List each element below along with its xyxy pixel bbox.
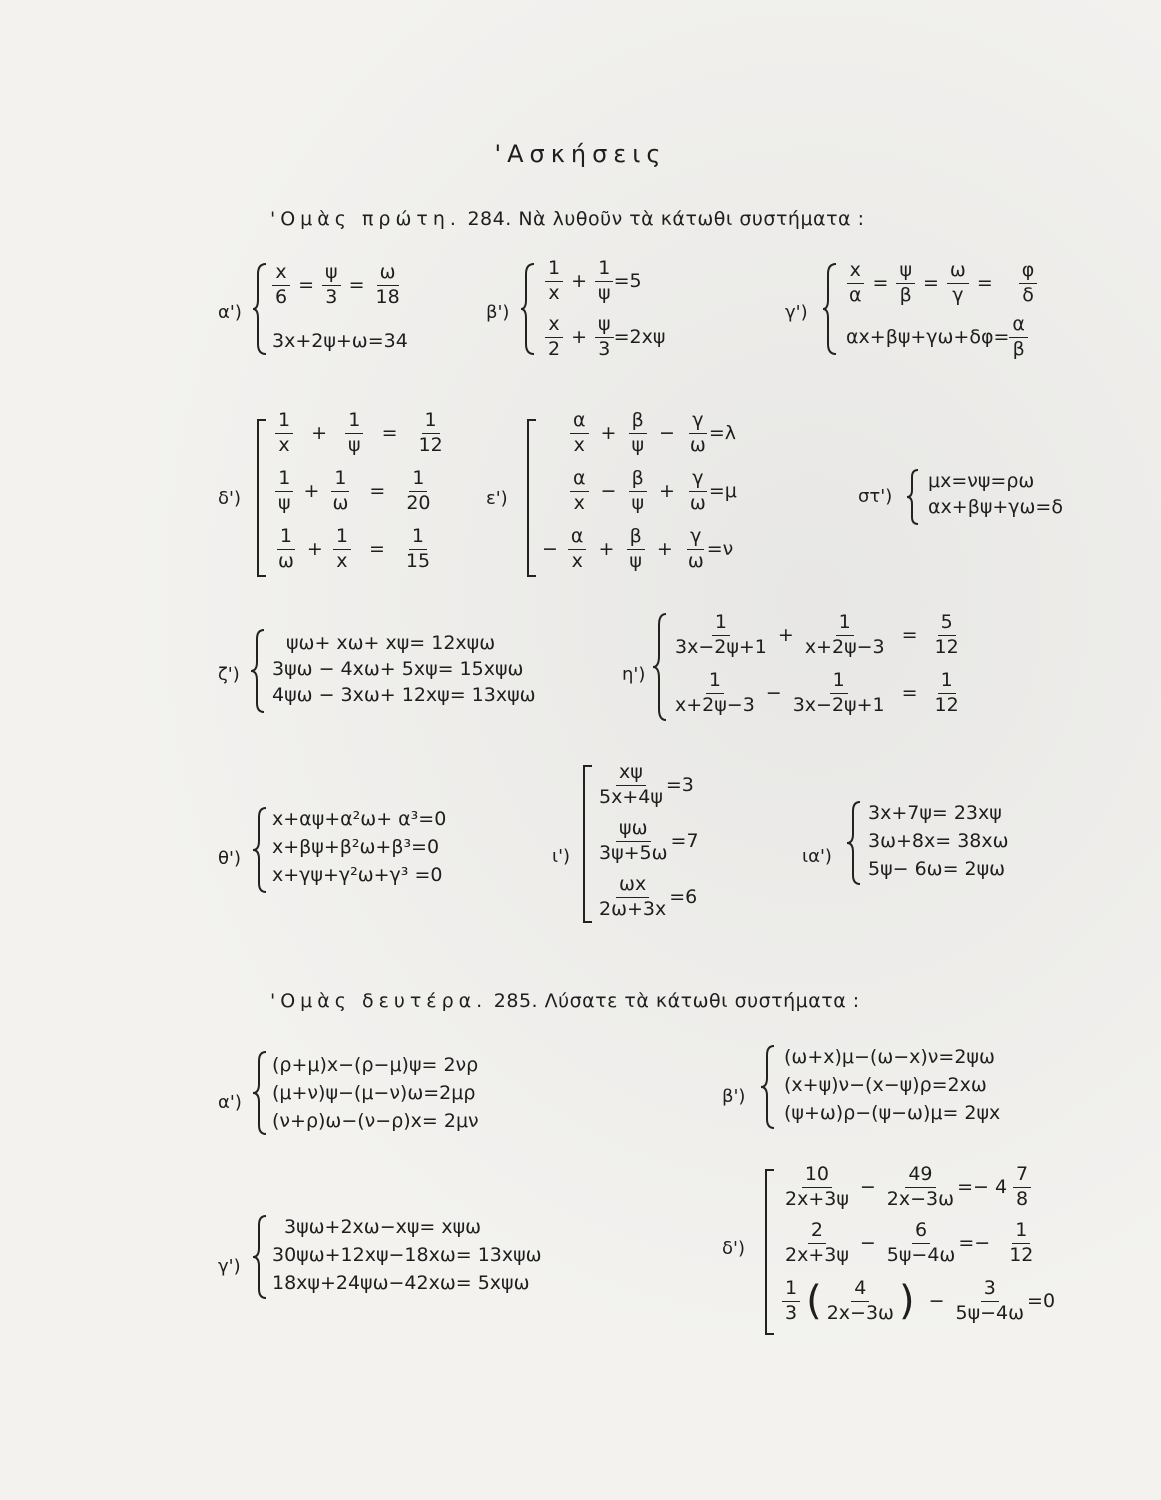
ex284-g-eq2: 3ψω − 4xω+ 5xψ= 15xψω (272, 658, 524, 680)
ex284-label-e: ε') (486, 488, 508, 509)
ex284-e-eq2: $\frac{\alpha}{x}$ − $\frac{\beta}{\psi}$ + $\frac{\gamma}{\omega}$ =μ (570, 468, 737, 515)
ex284-j-eq2: $\frac{\psi\omega}{3\psi+5\omega}$ =7 (599, 817, 699, 864)
ex284-label-f: στ') (858, 486, 893, 507)
brace (652, 612, 670, 722)
ex285-label-d: δ') (722, 1238, 745, 1259)
ex284-i-eq2: x+βψ+β²ω+β³=0 (272, 836, 440, 858)
group2-heading (270, 990, 860, 1012)
brace (252, 806, 270, 894)
ex284-f-eq1: μx=νψ=ρω (928, 470, 1035, 492)
ex284-b-eq1: $\frac{1}{x}$ + $\frac{1}{\psi}$ =5 (545, 258, 642, 305)
bracket (762, 1168, 778, 1336)
ex284-d-eq3: $\frac{1}{\omega}$ + $\frac{1}{x}$ = $\frac{1}{15}$ (278, 525, 431, 572)
ex284-d-eq2: $\frac{1}{\psi}$ + $\frac{1}{\omega}$ = $\frac{1}{20}$ (275, 468, 434, 515)
brace (906, 468, 922, 526)
ex284-c-eq1: $\frac{x}{\alpha}$ = $\frac{\psi}{\beta}$ = $\frac{\omega}{\gamma}$ = $\frac{\varphi}{\delta}$ (846, 260, 1037, 307)
ex285-d-eq3: $\frac{1}{3}$ ( $\frac{4}{2x-3\omega}$ ) − $\frac{3}{5\psi-4\omega}$ =0 (782, 1278, 1055, 1325)
brace (250, 628, 268, 714)
ex284-a-eq2: 3x+2ψ+ω=34 (272, 330, 408, 352)
ex284-label-a: α') (218, 302, 242, 323)
ex285-c-eq2: 30ψω+12xψ−18xω= 13xψω (272, 1244, 542, 1266)
ex284-label-g: ζ') (218, 664, 240, 685)
ex285-b-eq1: (ω+x)μ−(ω−x)ν=2ψω (784, 1046, 995, 1068)
brace (822, 262, 840, 356)
ex284-g-eq1: ψω+ xω+ xψ= 12xψω (286, 632, 496, 654)
brace (252, 1050, 270, 1136)
ex285-c-eq1: 3ψω+2xω−xψ= xψω (284, 1216, 482, 1238)
ex285-a-eq3: (ν+ρ)ω−(ν−ρ)x= 2μν (272, 1110, 479, 1132)
ex284-e-eq3: − $\frac{\alpha}{x}$ + $\frac{\beta}{\psi}$ + $\frac{\gamma}{\omega}$ =ν (542, 525, 734, 572)
ex284-h-eq1: $\frac{1}{3x-2\psi+1}$ + $\frac{1}{x+2\psi-3}$ = $\frac{5}{12}$ (675, 611, 959, 658)
bracket (254, 418, 270, 578)
ex285-label-c: γ') (218, 1256, 241, 1277)
ex284-label-d: δ') (218, 488, 241, 509)
ex284-c-eq2: αx+βψ+γω+δφ= $\frac{\alpha}{\beta}$ (846, 314, 1028, 361)
brace (846, 800, 864, 886)
ex285-label-a: α') (218, 1092, 242, 1113)
ex284-j-eq3: $\frac{\omega x}{2\omega+3x}$ =6 (599, 873, 698, 920)
ex285-c-eq3: 18xψ+24ψω−42xω= 5xψω (272, 1272, 530, 1294)
ex284-h-eq2: $\frac{1}{x+2\psi-3}$ − $\frac{1}{3x-2\psi+1}$ = $\frac{1}{12}$ (675, 669, 959, 716)
ex284-k-eq2: 3ω+8x= 38xω (868, 830, 1009, 852)
ex284-e-eq1: $\frac{\alpha}{x}$ + $\frac{\beta}{\psi}$ − $\frac{\gamma}{\omega}$ =λ (570, 410, 736, 457)
ex284-i-eq3: x+γψ+γ²ω+γ³ =0 (272, 864, 443, 886)
ex284-label-h: η') (622, 664, 646, 685)
ex284-label-k: ια') (802, 846, 832, 867)
ex284-label-i: θ') (218, 848, 241, 869)
ex284-k-eq1: 3x+7ψ= 23xψ (868, 802, 1002, 824)
ex284-a-eq1: $\frac{x}{6}$ = $\frac{\psi}{3}$ = $\frac{\omega}{18}$ (272, 262, 403, 309)
brace (252, 1214, 270, 1300)
bracket (524, 418, 540, 578)
ex284-label-j: ι') (552, 846, 571, 867)
ex284-i-eq1: x+αψ+α²ω+ α³=0 (272, 808, 447, 830)
ex285-b-eq3: (ψ+ω)ρ−(ψ−ω)μ= 2ψx (784, 1102, 1001, 1124)
ex284-g-eq3: 4ψω − 3xω+ 12xψ= 13xψω (272, 684, 536, 706)
ex284-label-b: β') (486, 302, 510, 323)
page-title: 'Ασκήσεις (494, 140, 667, 168)
group1-heading-label: 'Ομὰς πρώτη. (270, 208, 461, 230)
ex285-label-b: β') (722, 1086, 746, 1107)
group2-heading-label: 'Ομὰς δευτέρα. (270, 990, 488, 1012)
ex284-label-c: γ') (785, 302, 808, 323)
bracket (580, 764, 596, 924)
ex285-a-eq1: (ρ+μ)x−(ρ−μ)ψ= 2νρ (272, 1054, 479, 1076)
brace (520, 262, 538, 356)
brace (760, 1044, 778, 1130)
ex284-j-eq1: $\frac{x\psi}{5x+4\psi}$ =3 (599, 761, 694, 808)
group1-heading (270, 208, 864, 230)
ex284-d-eq1: $\frac{1}{x}$ + $\frac{1}{\psi}$ = $\frac{1}{12}$ (275, 410, 446, 457)
group2-heading-text: 285. Λύσατε τὰ κάτωθι συστήματα : (493, 990, 860, 1012)
group1-heading-text: 284. Νὰ λυθοῦν τὰ κάτωθι συστήματα : (467, 208, 865, 230)
ex284-b-eq2: $\frac{x}{2}$ + $\frac{\psi}{3}$ =2xψ (545, 314, 665, 361)
ex284-f-eq2: αx+βψ+γω=δ (928, 496, 1063, 518)
ex285-a-eq2: (μ+ν)ψ−(μ−ν)ω=2μρ (272, 1082, 476, 1104)
ex284-k-eq3: 5ψ− 6ω= 2ψω (868, 858, 1006, 880)
ex285-d-eq1: $\frac{10}{2x+3\psi}$ − $\frac{49}{2x-3\omega}$ =− 4 $\frac{7}{8}$ (782, 1164, 1031, 1211)
ex285-b-eq2: (x+ψ)ν−(x−ψ)ρ=2xω (784, 1074, 987, 1096)
brace (252, 262, 270, 356)
ex285-d-eq2: $\frac{2}{2x+3\psi}$ − $\frac{6}{5\psi-4\omega}$ =− $\frac{1}{12}$ (785, 1219, 1034, 1266)
